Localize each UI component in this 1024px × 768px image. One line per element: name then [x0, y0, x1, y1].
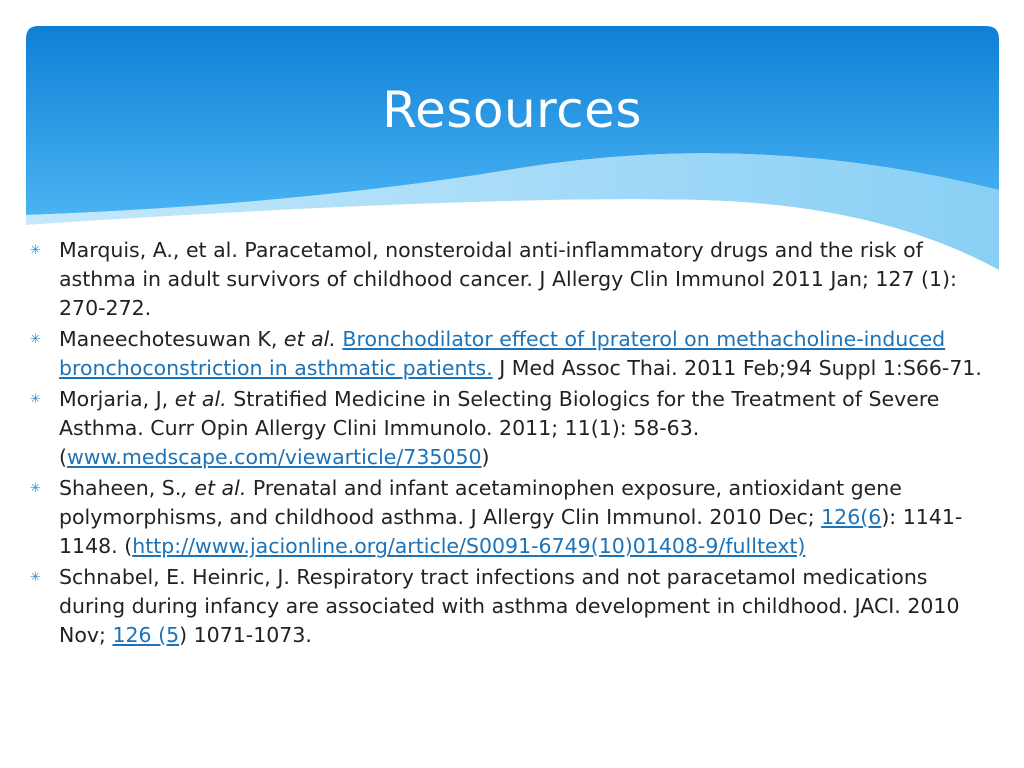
reference-pages: ): 1141-1148. (: [59, 505, 963, 558]
reference-list: [30, 236, 990, 652]
asterisk-bullet-icon: ✳: [30, 243, 41, 258]
reference-link-issue[interactable]: 126(6: [821, 505, 882, 529]
reference-close-paren: ): [481, 445, 490, 469]
reference-et-al: et al.: [174, 387, 227, 411]
reference-author: Shaheen, S: [59, 476, 175, 500]
reference-item: [30, 474, 990, 561]
asterisk-bullet-icon: ✳: [30, 332, 41, 347]
reference-author: Maneechotesuwan K,: [59, 327, 284, 351]
reference-link-issue[interactable]: 126 (5: [112, 623, 180, 647]
reference-text: Schnabel, E. Heinric, J. Respiratory tract infections and not paracetamol medications during during infancy are associated with asthma development in childhood. JACI. 2010 Nov;: [59, 565, 960, 647]
asterisk-bullet-icon: ✳: [30, 481, 41, 496]
reference-et-al: , et al.: [181, 476, 247, 500]
reference-citation: J Med Assoc Thai. 2011 Feb;94 Suppl 1:S66-71.: [492, 356, 982, 380]
reference-link-medscape[interactable]: www.medscape.com/viewarticle/735050: [67, 445, 482, 469]
reference-item: [30, 563, 990, 650]
asterisk-bullet-icon: ✳: [30, 570, 41, 585]
reference-item: [30, 236, 990, 323]
reference-link-jacionline[interactable]: http://www.jacionline.org/article/S0091-6749(10)01408-9/fulltext): [132, 534, 806, 558]
reference-citation: Prenatal and infant acetaminophen exposure, antioxidant gene polymorphisms, and childhood asthma. J Allergy Clin Immunol. 2010 Dec;: [59, 476, 902, 529]
reference-citation: Stratified Medicine in Selecting Biologics for the Treatment of Severe Asthma. Curr Opin Allergy Clini Immunolo. 2011; 11(1): 58-63. (: [59, 387, 940, 469]
reference-et-al: et al.: [283, 327, 336, 351]
reference-item: [30, 325, 990, 383]
slide-title: Resources: [382, 81, 642, 139]
reference-link-bronchodilator[interactable]: Bronchodilator effect of Ipraterol on methacholine-induced bronchoconstriction in asthmatic patients.: [59, 327, 946, 380]
reference-author: Morjaria, J,: [59, 387, 175, 411]
reference-item: [30, 385, 990, 472]
reference-text: Marquis, A., et al. Paracetamol, nonsteroidal anti-inflammatory drugs and the risk of asthma in adult survivors of childhood cancer. J Allergy Clin Immunol 2011 Jan; 127 (1): 270-272.: [59, 238, 957, 320]
asterisk-bullet-icon: ✳: [30, 392, 41, 407]
reference-pages: ) 1071-1073.: [179, 623, 312, 647]
reference-dot: .: [174, 476, 182, 500]
